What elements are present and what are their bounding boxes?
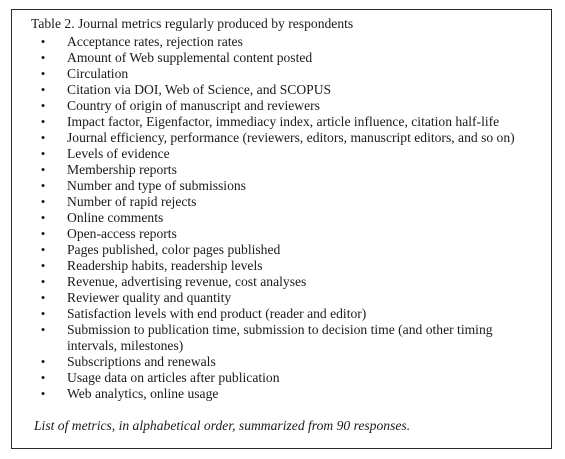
list-item bbox=[35, 226, 545, 242]
list-item bbox=[35, 194, 545, 210]
bullet-icon: • bbox=[40, 178, 46, 193]
list-item bbox=[35, 258, 545, 274]
list-item bbox=[35, 354, 545, 370]
list-item bbox=[35, 130, 545, 146]
list-item bbox=[35, 98, 545, 114]
list-item-text: Impact factor, Eigenfactor, immediacy index, article influence, citation half-life bbox=[67, 114, 500, 129]
list-item-text: Number and type of submissions bbox=[67, 178, 246, 193]
list-item-text: Amount of Web supplemental content posted bbox=[67, 50, 313, 65]
bullet-icon: • bbox=[40, 290, 46, 305]
bullet-icon: • bbox=[40, 130, 46, 145]
bullet-icon: • bbox=[40, 50, 46, 65]
list-item bbox=[35, 114, 545, 130]
bullet-icon: • bbox=[40, 66, 46, 81]
bullet-icon: • bbox=[40, 146, 46, 161]
bullet-icon: • bbox=[40, 226, 46, 241]
metric-list bbox=[35, 34, 545, 402]
list-item bbox=[35, 50, 545, 66]
list-item-text: Web analytics, online usage bbox=[67, 386, 219, 401]
list-item-text: Satisfaction levels with end product (reader and editor) bbox=[67, 306, 367, 321]
table-footnote: List of metrics, in alphabetical order, summarized from 90 responses. bbox=[34, 418, 411, 433]
list-item-text: Journal efficiency, performance (reviewers, editors, manuscript editors, and so on) bbox=[67, 130, 515, 145]
list-item bbox=[35, 34, 545, 50]
bullet-icon: • bbox=[40, 306, 46, 321]
list-item-text: Subscriptions and renewals bbox=[67, 354, 216, 369]
bullet-icon: • bbox=[40, 386, 46, 401]
list-item-text: Usage data on articles after publication bbox=[67, 370, 280, 385]
list-item-text: Number of rapid rejects bbox=[67, 194, 197, 209]
bullet-icon: • bbox=[40, 210, 46, 225]
list-item bbox=[35, 370, 545, 386]
list-item-text: Pages published, color pages published bbox=[67, 242, 281, 257]
bullet-icon: • bbox=[40, 370, 46, 385]
list-item bbox=[35, 162, 545, 178]
list-item-text: Acceptance rates, rejection rates bbox=[67, 34, 243, 49]
list-item bbox=[35, 274, 545, 290]
bullet-icon: • bbox=[40, 194, 46, 209]
list-item-text: Open-access reports bbox=[67, 226, 177, 241]
list-item-text: Country of origin of manuscript and reviewers bbox=[67, 98, 320, 113]
list-item bbox=[35, 178, 545, 194]
list-item-text: Revenue, advertising revenue, cost analyses bbox=[67, 274, 307, 289]
bullet-icon: • bbox=[40, 274, 46, 289]
list-item-text: Circulation bbox=[67, 66, 129, 81]
list-item bbox=[35, 290, 545, 306]
list-item-text: Online comments bbox=[67, 210, 164, 225]
bullet-icon: • bbox=[40, 242, 46, 257]
list-item-text: Membership reports bbox=[67, 162, 177, 177]
list-item-text: Submission to publication time, submission to decision time (and other timing intervals, milestones) bbox=[67, 322, 493, 353]
bullet-icon: • bbox=[40, 114, 46, 129]
list-item-text: Reviewer quality and quantity bbox=[67, 290, 232, 305]
bullet-icon: • bbox=[40, 34, 46, 49]
list-item bbox=[35, 242, 545, 258]
bullet-icon: • bbox=[40, 98, 46, 113]
table-box bbox=[11, 9, 552, 449]
list-item bbox=[35, 322, 545, 354]
list-item bbox=[35, 82, 545, 98]
list-item bbox=[35, 66, 545, 82]
bullet-icon: • bbox=[40, 258, 46, 273]
table-caption: Table 2. Journal metrics regularly produced by respondents bbox=[31, 16, 354, 31]
bullet-icon: • bbox=[40, 82, 46, 97]
bullet-icon: • bbox=[40, 322, 46, 337]
list-item bbox=[35, 146, 545, 162]
bullet-icon: • bbox=[40, 354, 46, 369]
list-item bbox=[35, 306, 545, 322]
list-item bbox=[35, 386, 545, 402]
list-item-text: Citation via DOI, Web of Science, and SCOPUS bbox=[67, 82, 332, 97]
list-item-text: Levels of evidence bbox=[67, 146, 170, 161]
bullet-icon: • bbox=[40, 162, 46, 177]
list-item bbox=[35, 210, 545, 226]
list-item-text: Readership habits, readership levels bbox=[67, 258, 263, 273]
